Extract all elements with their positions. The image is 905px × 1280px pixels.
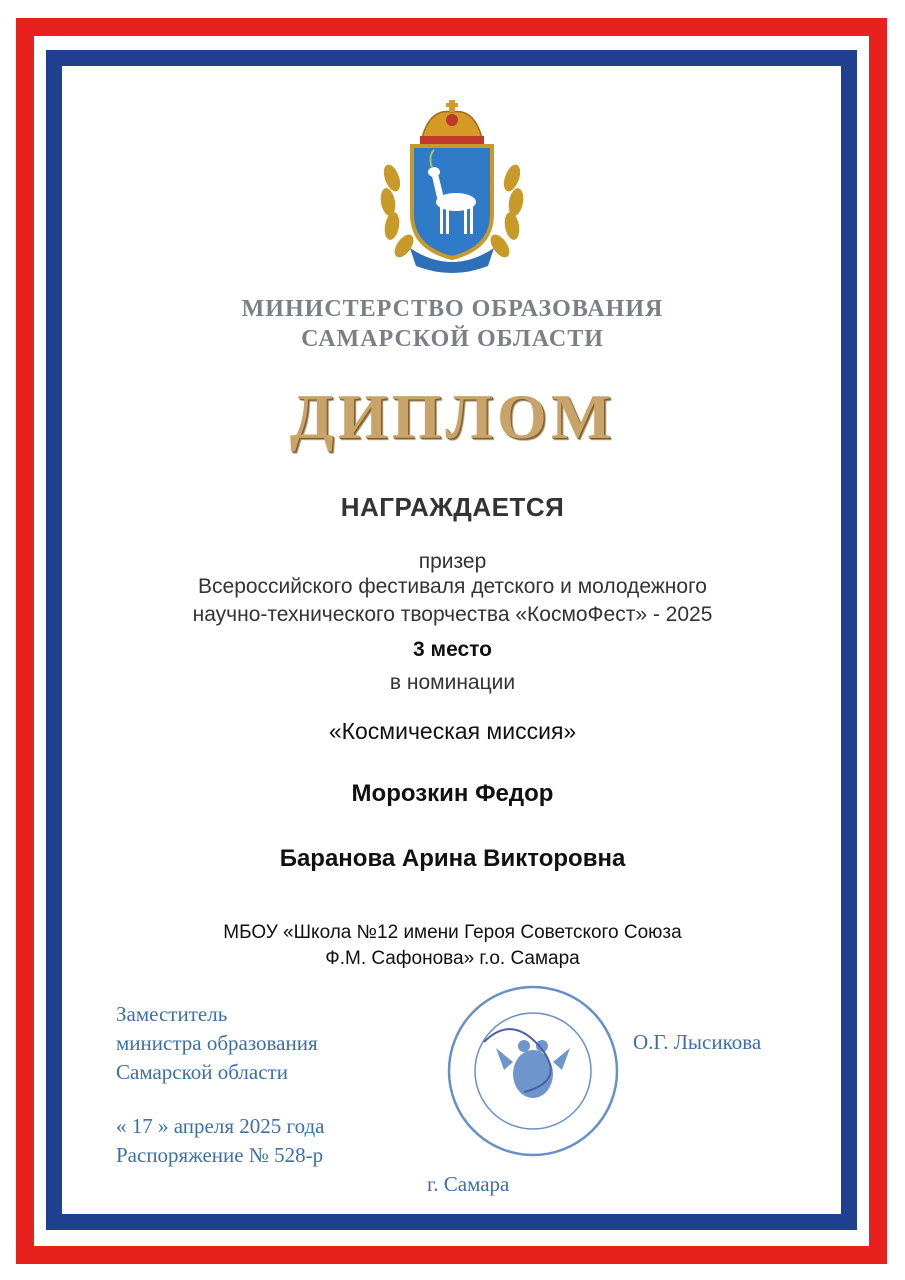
school-line1: МБОУ «Школа №12 имени Героя Советского Союза: [223, 922, 682, 943]
school-line2: Ф.М. Сафонова» г.о. Самара: [325, 948, 580, 969]
signer-position: [116, 1000, 318, 1087]
awarded-heading: НАГРАЖДАЕТСЯ: [340, 492, 565, 522]
samara-coat-of-arms-icon: [370, 98, 534, 276]
teacher-name: Баранова Арина Викторовна: [279, 845, 626, 872]
prize-label: призер: [418, 550, 487, 573]
diploma-title: ДИПЛОМ: [289, 381, 616, 452]
signer-position-line3: Самарской области: [116, 1060, 288, 1084]
signer-position-line2: министра образования: [116, 1031, 318, 1055]
festival-line1: Всероссийского фестиваля детского и молодежного: [198, 575, 707, 598]
ministry-title-line2: САМАРСКОЙ ОБЛАСТИ: [301, 326, 604, 352]
issue-date: « 17 » апреля 2025 года: [116, 1114, 325, 1138]
nomination-label: в номинации: [389, 671, 516, 694]
nomination-name: «Космическая миссия»: [328, 718, 577, 744]
ministry-title-line1: МИНИСТЕРСТВО ОБРАЗОВАНИЯ: [241, 296, 664, 322]
winner-name: Морозкин Федор: [351, 780, 554, 807]
signer-name: О.Г. Лысикова: [633, 1030, 762, 1054]
signer-position-line1: Заместитель: [116, 1002, 228, 1026]
issue-details: [116, 1112, 324, 1170]
order-number: Распоряжение № 528-р: [116, 1143, 324, 1167]
place-text: 3 место: [413, 638, 492, 661]
festival-line2: научно-технического творчества «КосмоФест» - 2025: [192, 603, 713, 626]
city-text: г. Самара: [427, 1172, 510, 1196]
official-stamp-icon: [444, 982, 622, 1160]
